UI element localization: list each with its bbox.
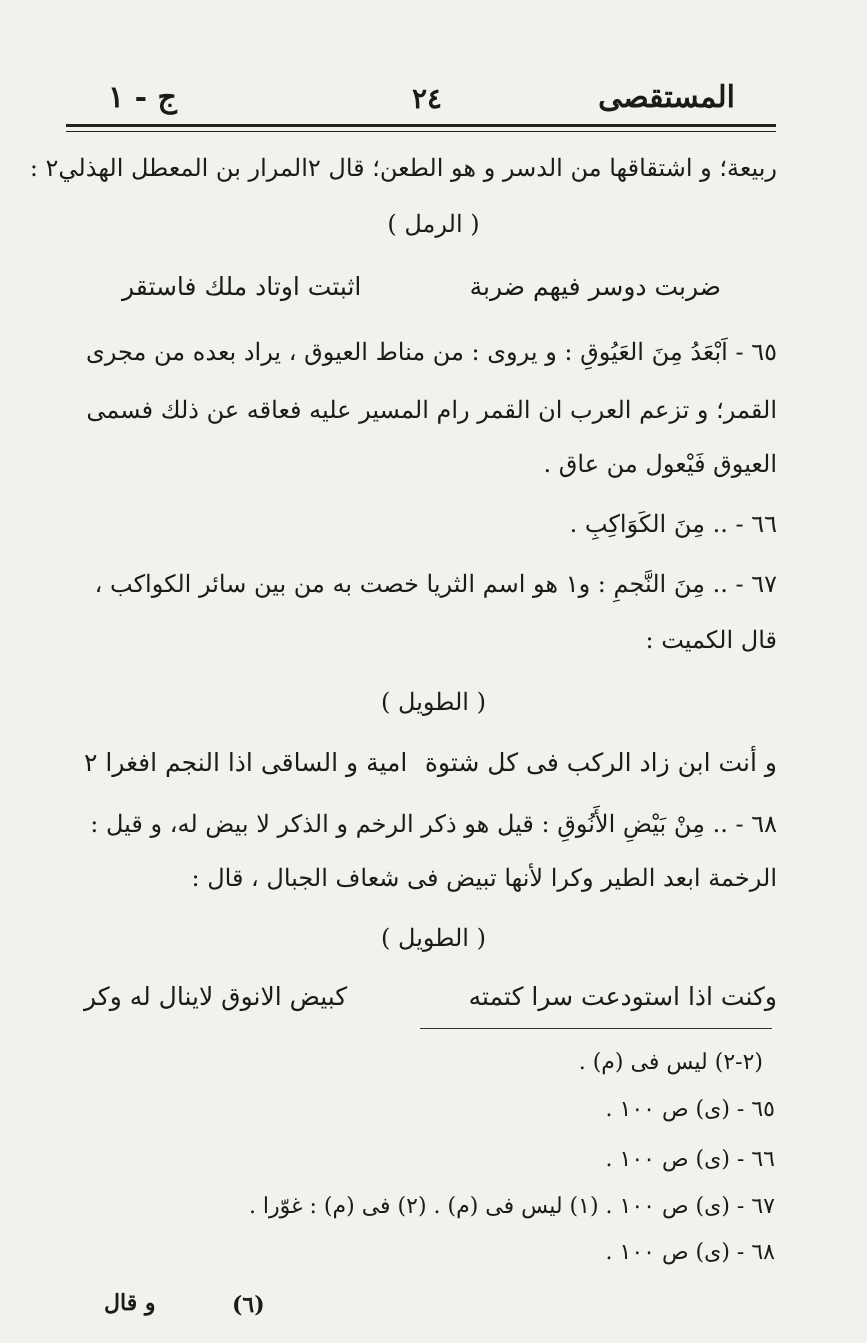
meter-heading: ( الرمل ) [387,210,480,238]
footnote: ٦٦ - (ى) ص ١٠٠ . [605,1147,775,1172]
meter-heading: ( الطويل ) [381,688,486,716]
entry-68-line: ٦٨ - .. مِنْ بَيْضِ الأَنُوقِ : قيل هو ذكر الرخم و الذكر لا بيض له، و قيل : [90,810,777,838]
verse-hemistich: اثبتت اوتاد ملك فاستقر [122,272,362,301]
entry-67-line: قال الكميت : [645,626,777,654]
catchword: و قال [104,1290,156,1316]
meter-heading: ( الطويل ) [381,924,486,952]
entry-65-line: ٦٥ - اَبْعَدُ مِنَ العَيُوقِ : و يروى : من مناط العيوق ، يراد بعده من مجرى [86,338,777,366]
verse-hemistich: كبيض الانوق لاينال له وكر [84,982,348,1011]
verse-hemistich: ضربت دوسر فيهم ضربة [469,272,721,301]
header-rule-thin [66,131,776,132]
entry-67-line: ٦٧ - .. مِنَ النَّجمِ : و١ هو اسم الثريا خصت به من بين سائر الكواكب ، [94,570,777,598]
intro-line: ربيعة؛ و اشتقاقها من الدسر و هو الطعن؛ قال ٢المرار بن المعطل الهذلي٢ : [29,154,777,182]
verse-hemistich: وكنت اذا استودعت سرا كتمته [468,982,777,1011]
footnote: ٦٧ - (ى) ص ١٠٠ . (١) ليس فى (م) . (٢) فى (م) : غوّرا . [248,1194,775,1219]
entry-65-line: العيوق فَيْعول من عاق . [543,450,777,478]
entry-65-line: القمر؛ و تزعم العرب ان القمر رام المسير عليه فعاقه عن ذلك فسمى [86,396,777,424]
verse-hemistich: و أنت ابن زاد الركب فى كل شتوة [424,748,777,777]
footnote: ٦٨ - (ى) ص ١٠٠ . [605,1240,775,1265]
entry-66: ٦٦ - .. مِنَ الكَوَاكِبِ . [569,510,777,538]
volume-label: ج - ١ [108,80,177,115]
verse-hemistich: امية و الساقى اذا النجم افغرا ٢ [84,748,408,777]
header-rule-thick [66,124,776,127]
entry-68-line: الرخمة ابعد الطير وكرا لأنها تبيض فى شعاف الجبال ، قال : [191,864,777,892]
signature-mark: (٦) [232,1292,265,1318]
footnote: (٢-٢) ليس فى (م) . [578,1050,763,1075]
footnote: ٦٥ - (ى) ص ١٠٠ . [605,1097,775,1122]
running-title: المستقصى [598,80,735,115]
page-number: ٢٤ [412,82,443,115]
footnote-rule [420,1028,772,1029]
